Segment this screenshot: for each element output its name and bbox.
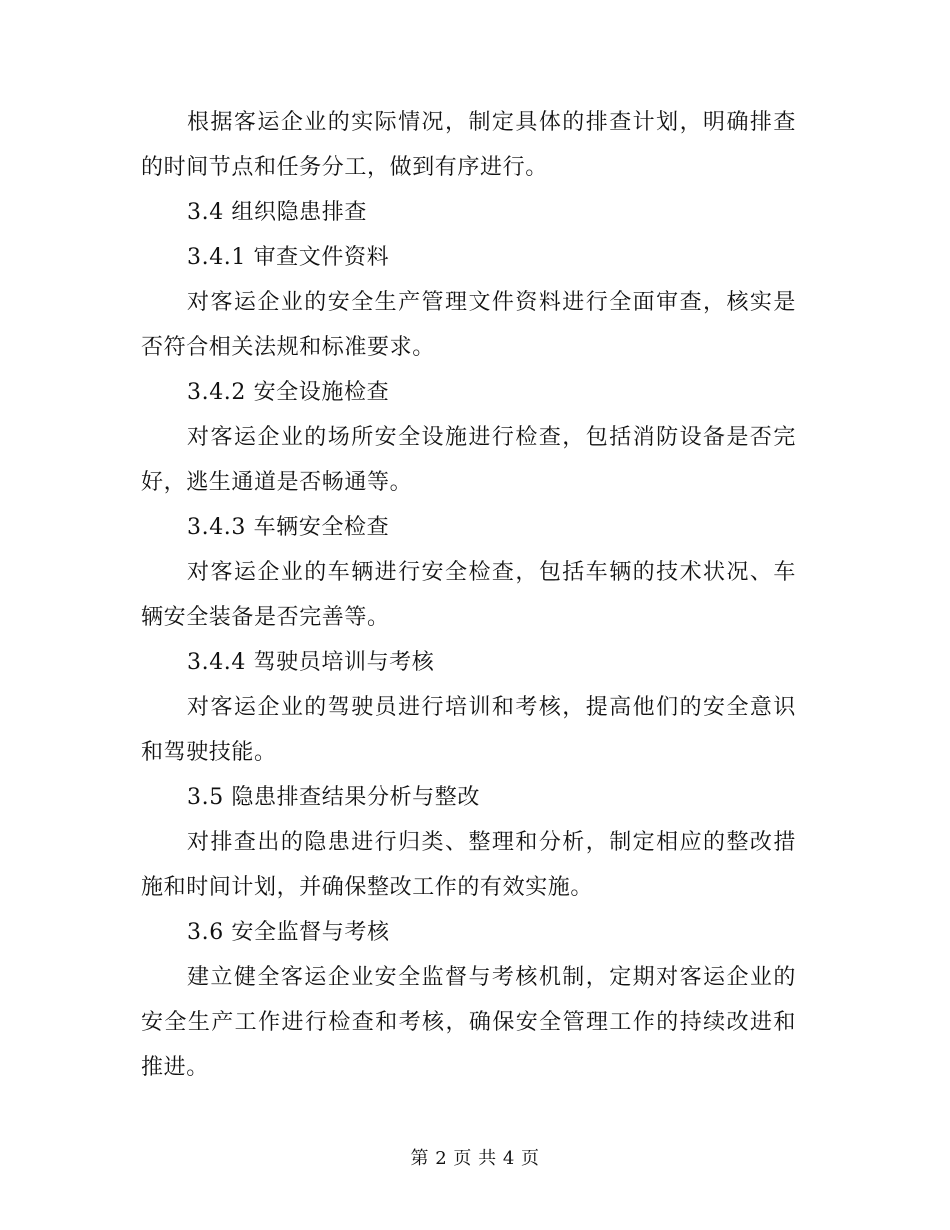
paragraph-rectification: 对排查出的隐患进行归类、整理和分析，制定相应的整改措施和时间计划，并确保整改工作的有效实施。 (141, 830, 796, 900)
section-heading-3-4-3: 3.4.3 车辆安全检查 (187, 515, 390, 540)
paragraph-supervision: 建立健全客运企业安全监督与考核机制，定期对客运企业的安全生产工作进行检查和考核，确保安全管理工作的持续改进和推进。 (141, 965, 796, 1080)
page-number-footer: 第 2 页 共 4 页 (410, 1148, 540, 1169)
paragraph-driver-training: 对客运企业的驾驶员进行培训和考核，提高他们的安全意识和驾驶技能。 (141, 695, 796, 765)
section-heading-3-5: 3.5 隐患排查结果分析与整改 (187, 785, 480, 810)
section-heading-3-4-1: 3.4.1 审查文件资料 (187, 245, 390, 270)
paragraph-plan: 根据客运企业的实际情况，制定具体的排查计划，明确排查的时间节点和任务分工，做到有序进行。 (141, 110, 796, 180)
document-body (141, 100, 796, 1090)
section-heading-3-4-4: 3.4.4 驾驶员培训与考核 (187, 650, 435, 675)
paragraph-facility-inspection: 对客运企业的场所安全设施进行检查，包括消防设备是否完好，逃生通道是否畅通等。 (141, 425, 796, 495)
section-heading-3-4-2: 3.4.2 安全设施检查 (187, 380, 390, 405)
section-heading-3-4: 3.4 组织隐患排查 (187, 200, 367, 225)
paragraph-document-review: 对客运企业的安全生产管理文件资料进行全面审查，核实是否符合相关法规和标准要求。 (141, 290, 796, 360)
paragraph-vehicle-inspection: 对客运企业的车辆进行安全检查，包括车辆的技术状况、车辆安全装备是否完善等。 (141, 560, 796, 630)
section-heading-3-6: 3.6 安全监督与考核 (187, 920, 390, 945)
